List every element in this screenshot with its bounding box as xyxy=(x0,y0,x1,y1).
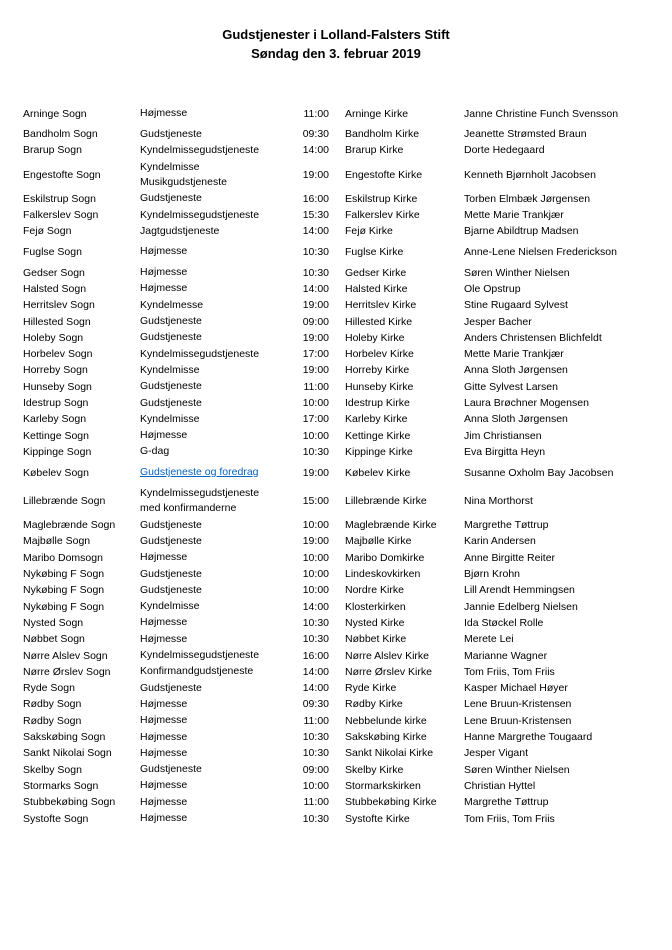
service-cell xyxy=(140,223,281,239)
service-text: Kyndelmissegudstjeneste xyxy=(140,649,260,662)
parish-cell: Nykøbing F Sogn xyxy=(23,584,105,597)
service-text: Højmesse xyxy=(140,632,188,645)
service-text: Gudstjeneste xyxy=(140,534,202,547)
service-text: Jagtgudstjeneste xyxy=(140,224,220,237)
service-text: Kyndelmissegudstjeneste xyxy=(140,487,260,500)
church-cell: Nørre Alslev Kirke xyxy=(345,649,430,662)
church-cell: Skelby Kirke xyxy=(345,763,404,776)
pastor-cell: Margrethe Tøttrup xyxy=(464,519,549,532)
service-text: Gudstjeneste xyxy=(140,380,202,393)
time-cell: 10:00 xyxy=(302,519,329,532)
pastor-cell: Søren Winther Nielsen xyxy=(464,266,570,279)
service-text: Højmesse xyxy=(140,746,188,759)
time-cell: 14:00 xyxy=(302,282,329,295)
pastor-cell: Jim Christiansen xyxy=(464,429,542,442)
service-text: Højmesse xyxy=(140,795,188,808)
service-cell xyxy=(140,239,281,264)
pastor-cell: Ole Opstrup xyxy=(464,282,521,295)
service-cell xyxy=(140,126,281,142)
parish-cell: Arninge Sogn xyxy=(23,107,87,120)
service-cell xyxy=(140,810,281,826)
service-text: Højmesse xyxy=(140,266,188,279)
service-text: Højmesse xyxy=(140,429,188,442)
service-link[interactable]: Gudstjeneste og foredrag xyxy=(140,466,259,479)
page-subtitle: Søndag den 3. februar 2019 xyxy=(251,46,421,61)
pastor-cell: Kasper Michael Høyer xyxy=(464,682,568,695)
pastor-cell: Tom Friis, Tom Friis xyxy=(464,665,555,678)
church-cell: Horreby Kirke xyxy=(345,364,410,377)
service-text: Højmesse xyxy=(140,245,188,258)
parish-cell: Maglebrænde Sogn xyxy=(23,519,116,532)
time-cell: 10:00 xyxy=(302,584,329,597)
service-text: Gudstjeneste xyxy=(140,583,202,596)
service-text: Højmesse xyxy=(140,551,188,564)
time-cell: 10:00 xyxy=(302,551,329,564)
service-cell xyxy=(140,631,281,647)
service-cell xyxy=(140,566,281,582)
time-cell: 19:00 xyxy=(302,466,329,479)
church-cell: Klosterkirken xyxy=(345,600,406,613)
parish-cell: Falkerslev Sogn xyxy=(23,209,99,222)
pastor-cell: Nina Morthorst xyxy=(464,495,533,508)
parish-cell: Horbelev Sogn xyxy=(23,348,93,361)
table-row xyxy=(23,444,634,460)
church-cell: Bandholm Kirke xyxy=(345,128,420,141)
parish-cell: Kettinge Sogn xyxy=(23,429,89,442)
table-row xyxy=(23,460,634,485)
service-text: Kyndelmisse xyxy=(140,600,200,613)
table-row xyxy=(23,778,634,794)
table-row xyxy=(23,411,634,427)
time-cell: 09:30 xyxy=(302,128,329,141)
pastor-cell: Bjarne Abildtrup Madsen xyxy=(464,225,579,238)
time-cell: 10:30 xyxy=(302,445,329,458)
parish-cell: Eskilstrup Sogn xyxy=(23,192,96,205)
service-text: Højmesse xyxy=(140,779,188,792)
time-cell: 10:30 xyxy=(302,245,329,258)
time-cell: 19:00 xyxy=(302,299,329,312)
service-text: Gudstjeneste xyxy=(140,763,202,776)
church-cell: Stubbekøbing Kirke xyxy=(345,796,437,809)
service-cell xyxy=(140,159,281,191)
pastor-cell: Tom Friis, Tom Friis xyxy=(464,812,555,825)
time-cell: 10:00 xyxy=(302,397,329,409)
pastor-cell: Bjørn Krohn xyxy=(464,568,521,581)
table-row xyxy=(23,582,634,598)
service-cell xyxy=(140,313,281,329)
table-row xyxy=(23,297,634,313)
service-text: Gudstjeneste xyxy=(140,681,202,694)
service-text: Konfirmandgudstjeneste xyxy=(140,665,254,678)
parish-cell: Engestofte Sogn xyxy=(23,168,101,181)
service-text: Kyndelmissegudstjeneste xyxy=(140,208,260,221)
service-text: Kyndelmissegudstjeneste xyxy=(140,347,260,360)
pastor-cell: Kenneth Bjørnholt Jacobsen xyxy=(464,168,596,181)
time-cell: 11:00 xyxy=(303,380,329,393)
parish-cell: Lillebrænde Sogn xyxy=(23,495,106,508)
parish-cell: Rødby Sogn xyxy=(23,714,82,727)
time-cell: 19:00 xyxy=(302,331,329,344)
service-cell xyxy=(140,411,281,427)
pastor-cell: Jesper Vigant xyxy=(464,747,529,760)
church-cell: Majbølle Kirke xyxy=(345,535,412,548)
time-cell: 19:00 xyxy=(302,535,329,548)
time-cell: 15:00 xyxy=(302,495,329,508)
pastor-cell: Jannie Edelberg Nielsen xyxy=(464,600,578,613)
time-cell: 19:00 xyxy=(302,168,329,181)
table-row xyxy=(23,346,634,362)
parish-cell: Ryde Sogn xyxy=(23,682,75,695)
service-cell xyxy=(140,615,281,631)
table-row xyxy=(23,330,634,346)
church-cell: Fejø Kirke xyxy=(345,225,393,238)
parish-cell: Købelev Sogn xyxy=(23,466,89,479)
time-cell: 10:30 xyxy=(302,812,329,825)
service-cell xyxy=(140,778,281,794)
pastor-cell: Mette Marie Trankjær xyxy=(464,348,564,361)
time-cell: 10:30 xyxy=(302,731,329,744)
time-cell: 09:00 xyxy=(302,315,329,328)
church-cell: Kippinge Kirke xyxy=(345,445,413,458)
service-text: Gudstjeneste xyxy=(140,396,202,409)
pastor-cell: Lene Bruun-Kristensen xyxy=(464,698,572,711)
service-cell xyxy=(140,207,281,223)
service-text: Gudstjeneste xyxy=(140,567,202,580)
table-row xyxy=(23,810,634,826)
table-row xyxy=(23,126,634,142)
church-cell: Rødby Kirke xyxy=(345,698,403,711)
table-row xyxy=(23,239,634,264)
page-title: Gudstjenester i Lolland-Falsters Stift xyxy=(222,27,450,42)
church-cell: Engestofte Kirke xyxy=(345,168,423,181)
parish-cell: Nysted Sogn xyxy=(23,616,84,629)
pastor-cell: Marianne Wagner xyxy=(464,649,548,662)
service-cell xyxy=(140,346,281,362)
pastor-cell: Karin Andersen xyxy=(464,535,536,548)
church-cell: Horbelev Kirke xyxy=(345,348,414,361)
service-cell xyxy=(140,664,281,680)
service-cell xyxy=(140,330,281,346)
pastor-cell: Ida Støckel Rolle xyxy=(464,616,544,629)
service-cell xyxy=(140,794,281,810)
service-text: Kyndelmissegudstjeneste xyxy=(140,143,260,156)
service-cell xyxy=(140,729,281,745)
service-cell xyxy=(140,696,281,712)
table-row xyxy=(23,313,634,329)
services-table xyxy=(23,101,634,827)
time-cell: 10:00 xyxy=(302,429,329,442)
church-cell: Stormarkskirken xyxy=(345,779,421,792)
service-text: Højmesse xyxy=(140,282,188,295)
church-cell: Ryde Kirke xyxy=(345,682,397,695)
time-cell: 10:30 xyxy=(302,747,329,760)
pastor-cell: Laura Brøchner Mogensen xyxy=(464,397,589,409)
service-text: Gudstjeneste xyxy=(140,331,202,344)
time-cell: 09:30 xyxy=(302,698,329,711)
church-cell: Sankt Nikolai Kirke xyxy=(345,747,434,760)
time-cell: 15:30 xyxy=(302,209,329,222)
parish-cell: Sankt Nikolai Sogn xyxy=(23,747,112,760)
table-row xyxy=(23,631,634,647)
service-text: Kyndelmesse xyxy=(140,298,204,311)
service-cell xyxy=(140,680,281,696)
parish-cell: Holeby Sogn xyxy=(23,331,84,344)
table-row xyxy=(23,713,634,729)
parish-cell: Gedser Sogn xyxy=(23,266,85,279)
church-cell: Systofte Kirke xyxy=(345,812,410,825)
service-text: Gudstjeneste xyxy=(140,127,202,140)
parish-cell: Stormarks Sogn xyxy=(23,779,99,792)
time-cell: 10:30 xyxy=(302,633,329,646)
time-cell: 14:00 xyxy=(302,144,329,157)
parish-cell: Fejø Sogn xyxy=(23,225,72,238)
table-row xyxy=(23,101,634,126)
pastor-cell: Stine Rugaard Sylvest xyxy=(464,299,568,312)
service-cell xyxy=(140,281,281,297)
table-row xyxy=(23,191,634,207)
time-cell: 10:00 xyxy=(302,779,329,792)
service-text: Gudstjeneste xyxy=(140,315,202,328)
service-text: Højmesse xyxy=(140,714,188,727)
service-cell xyxy=(140,297,281,313)
church-cell: Maglebrænde Kirke xyxy=(345,519,437,532)
church-cell: Lindeskovkirken xyxy=(345,568,421,581)
table-row xyxy=(23,533,634,549)
service-cell xyxy=(140,647,281,663)
parish-cell: Brarup Sogn xyxy=(23,144,82,157)
service-text: Kyndelmisse xyxy=(140,412,200,425)
pastor-cell: Jeanette Strømsted Braun xyxy=(464,128,587,141)
time-cell: 14:00 xyxy=(302,225,329,238)
parish-cell: Karleby Sogn xyxy=(23,413,87,426)
service-cell xyxy=(140,142,281,158)
parish-cell: Skelby Sogn xyxy=(23,763,82,776)
table-row xyxy=(23,729,634,745)
parish-cell: Nykøbing F Sogn xyxy=(23,568,105,581)
table-row xyxy=(23,762,634,778)
time-cell: 10:00 xyxy=(302,568,329,581)
time-cell: 11:00 xyxy=(303,796,329,809)
table-row xyxy=(23,362,634,378)
table-row xyxy=(23,517,634,533)
table-row xyxy=(23,379,634,395)
parish-cell: Stubbekøbing Sogn xyxy=(23,796,116,809)
parish-cell: Halsted Sogn xyxy=(23,282,87,295)
table-row xyxy=(23,159,634,191)
service-cell xyxy=(140,713,281,729)
service-cell xyxy=(140,395,281,411)
parish-cell: Systofte Sogn xyxy=(23,812,89,825)
church-cell: Fuglse Kirke xyxy=(345,245,404,258)
time-cell: 14:00 xyxy=(302,665,329,678)
time-cell: 19:00 xyxy=(302,364,329,377)
table-row xyxy=(23,550,634,566)
pastor-cell: Janne Christine Funch Svensson xyxy=(464,107,619,120)
parish-cell: Nøbbet Sogn xyxy=(23,633,85,646)
pastor-cell: Lene Bruun-Kristensen xyxy=(464,714,572,727)
service-cell xyxy=(140,427,281,443)
church-cell: Hillested Kirke xyxy=(345,315,413,328)
service-text: Højmesse xyxy=(140,616,188,629)
table-row xyxy=(23,745,634,761)
parish-cell: Majbølle Sogn xyxy=(23,535,91,548)
service-text: Højmesse xyxy=(140,730,188,743)
service-text: Gudstjeneste xyxy=(140,518,202,531)
table-row xyxy=(23,664,634,680)
church-cell: Gedser Kirke xyxy=(345,266,407,279)
pastor-cell: Jesper Bacher xyxy=(464,315,532,328)
church-cell: Eskilstrup Kirke xyxy=(345,192,418,205)
service-text: G-dag xyxy=(140,445,170,458)
pastor-cell: Lill Arendt Hemmingsen xyxy=(464,584,575,597)
table-row xyxy=(23,395,634,411)
time-cell: 11:00 xyxy=(303,107,329,120)
parish-cell: Fuglse Sogn xyxy=(23,245,82,258)
table-row xyxy=(23,142,634,158)
church-cell: Lillebrænde Kirke xyxy=(345,495,427,508)
church-cell: Karleby Kirke xyxy=(345,413,408,426)
pastor-cell: Susanne Oxholm Bay Jacobsen xyxy=(464,466,614,479)
parish-cell: Horreby Sogn xyxy=(23,364,88,377)
time-cell: 17:00 xyxy=(302,413,329,426)
church-cell: Idestrup Kirke xyxy=(345,397,410,409)
church-cell: Arninge Kirke xyxy=(345,107,409,120)
parish-cell: Maribo Domsogn xyxy=(23,551,103,564)
parish-cell: Bandholm Sogn xyxy=(23,128,98,141)
pastor-cell: Anna Sloth Jørgensen xyxy=(464,364,568,377)
table-row xyxy=(23,207,634,223)
pastor-cell: Anders Christensen Blichfeldt xyxy=(464,331,602,344)
time-cell: 14:00 xyxy=(302,600,329,613)
table-row xyxy=(23,223,634,239)
service-text: Højmesse xyxy=(140,812,188,825)
service-cell xyxy=(140,485,281,517)
service-cell xyxy=(140,745,281,761)
pastor-cell: Torben Elmbæk Jørgensen xyxy=(464,192,591,205)
parish-cell: Hillested Sogn xyxy=(23,315,91,328)
table-row xyxy=(23,615,634,631)
parish-cell: Rødby Sogn xyxy=(23,698,82,711)
time-cell: 11:00 xyxy=(303,714,329,727)
church-cell: Brarup Kirke xyxy=(345,144,404,157)
table-row xyxy=(23,566,634,582)
parish-cell: Herritslev Sogn xyxy=(23,299,95,312)
parish-cell: Sakskøbing Sogn xyxy=(23,731,106,744)
church-cell: Herritslev Kirke xyxy=(345,299,417,312)
pastor-cell: Anne-Lene Nielsen Frederickson xyxy=(464,245,617,258)
service-text: Kyndelmisse xyxy=(140,363,200,376)
table-row xyxy=(23,696,634,712)
time-cell: 17:00 xyxy=(302,348,329,361)
church-cell: Halsted Kirke xyxy=(345,282,408,295)
table-row xyxy=(23,647,634,663)
table-row xyxy=(23,485,634,517)
service-cell xyxy=(140,379,281,395)
church-cell: Nørre Ørslev Kirke xyxy=(345,665,432,678)
parish-cell: Nørre Ørslev Sogn xyxy=(23,665,111,678)
church-cell: Falkerslev Kirke xyxy=(345,209,420,222)
pastor-cell: Mette Marie Trankjær xyxy=(464,209,564,222)
church-cell: Nebbelunde kirke xyxy=(345,714,427,727)
church-cell: Nordre Kirke xyxy=(345,584,404,597)
church-cell: Maribo Domkirke xyxy=(345,551,425,564)
parish-cell: Nørre Alslev Sogn xyxy=(23,649,108,662)
table-row xyxy=(23,794,634,810)
service-text: Højmesse xyxy=(140,697,188,710)
pastor-cell: Søren Winther Nielsen xyxy=(464,763,570,776)
parish-cell: Hunseby Sogn xyxy=(23,380,92,393)
service-cell xyxy=(140,362,281,378)
service-cell xyxy=(140,191,281,207)
service-text: Gudstjeneste xyxy=(140,192,202,205)
church-cell: Nøbbet Kirke xyxy=(345,633,407,646)
time-cell: 10:30 xyxy=(302,266,329,279)
pastor-cell: Dorte Hedegaard xyxy=(464,144,545,157)
parish-cell: Idestrup Sogn xyxy=(23,397,89,409)
parish-cell: Nykøbing F Sogn xyxy=(23,600,105,613)
pastor-cell: Merete Lei xyxy=(464,633,514,646)
service-cell xyxy=(140,582,281,598)
table-row xyxy=(23,281,634,297)
table-row xyxy=(23,427,634,443)
pastor-cell: Margrethe Tøttrup xyxy=(464,796,549,809)
service-text: Højmesse xyxy=(140,107,188,119)
pastor-cell: Christian Hyttel xyxy=(464,779,536,792)
pastor-cell: Hanne Margrethe Tougaard xyxy=(464,731,593,744)
time-cell: 10:30 xyxy=(302,616,329,629)
service-cell xyxy=(140,460,281,485)
church-cell: Nysted Kirke xyxy=(345,616,405,629)
table-row xyxy=(23,599,634,615)
table-row xyxy=(23,680,634,696)
parish-cell: Kippinge Sogn xyxy=(23,445,92,458)
time-cell: 09:00 xyxy=(302,763,329,776)
pastor-cell: Anna Sloth Jørgensen xyxy=(464,413,568,426)
table-row xyxy=(23,264,634,280)
service-cell xyxy=(140,599,281,615)
service-cell xyxy=(140,517,281,533)
time-cell: 16:00 xyxy=(302,192,329,205)
time-cell: 16:00 xyxy=(302,649,329,662)
service-cell xyxy=(140,101,281,126)
service-text: Kyndelmisse xyxy=(140,160,200,173)
church-cell: Kettinge Kirke xyxy=(345,429,411,442)
service-text: med konfirmanderne xyxy=(140,502,237,515)
service-cell xyxy=(140,762,281,778)
service-cell xyxy=(140,533,281,549)
time-cell: 14:00 xyxy=(302,682,329,695)
church-cell: Hunseby Kirke xyxy=(345,380,414,393)
service-text: Musikgudstjeneste xyxy=(140,175,227,188)
pastor-cell: Gitte Sylvest Larsen xyxy=(464,380,558,393)
service-cell xyxy=(140,444,281,460)
service-cell xyxy=(140,264,281,280)
service-cell xyxy=(140,550,281,566)
church-cell: Holeby Kirke xyxy=(345,331,405,344)
church-cell: Købelev Kirke xyxy=(345,466,411,479)
pastor-cell: Anne Birgitte Reiter xyxy=(464,551,556,564)
pastor-cell: Eva Birgitta Heyn xyxy=(464,445,546,458)
church-cell: Sakskøbing Kirke xyxy=(345,731,427,744)
